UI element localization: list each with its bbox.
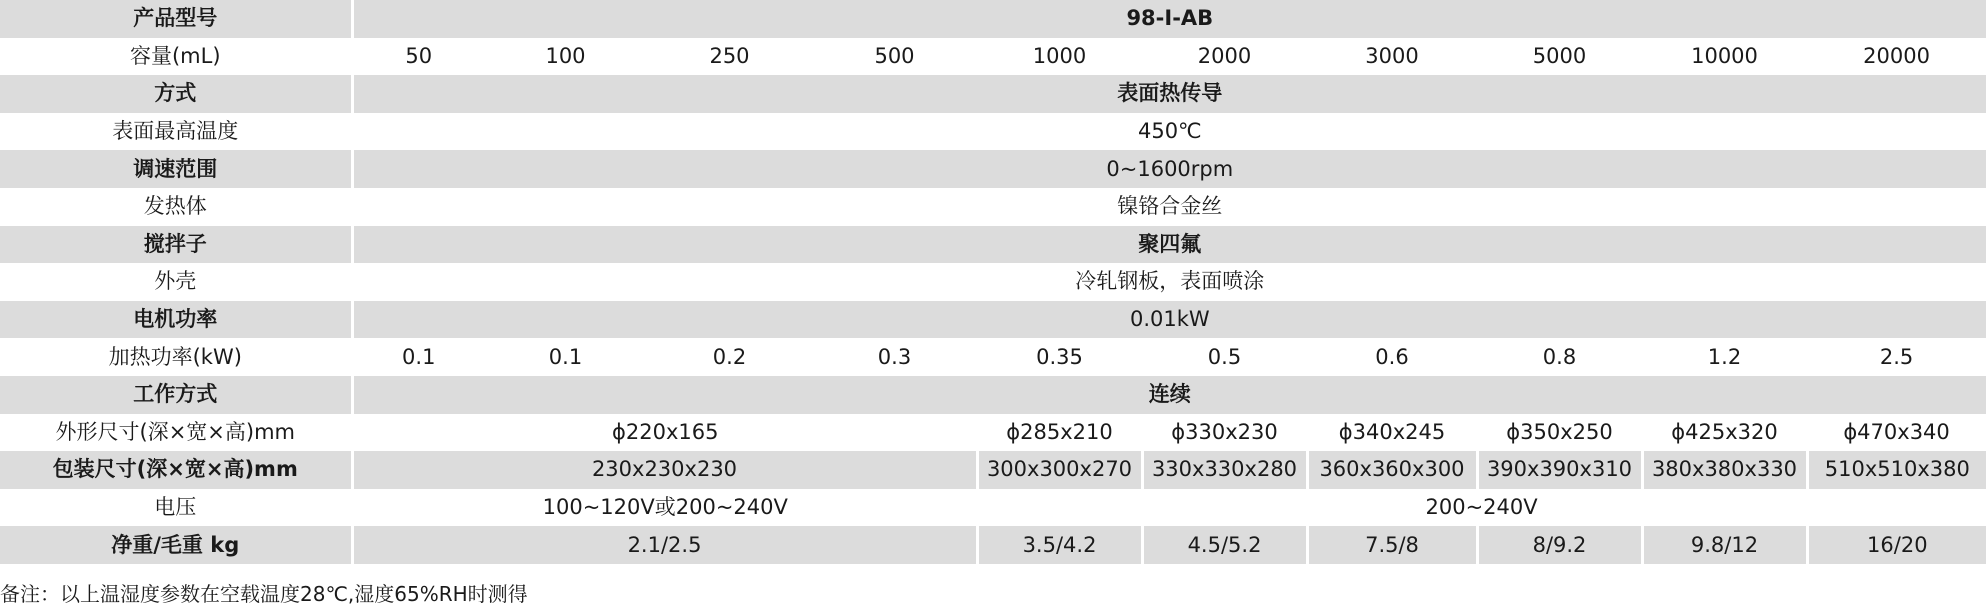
package-cell: 510x510x380 bbox=[1807, 451, 1986, 489]
heating-power-cell: 0.1 bbox=[484, 338, 647, 376]
dimensions-cell: ϕ285x210 bbox=[977, 414, 1142, 452]
row-max-temp bbox=[0, 113, 1986, 151]
capacity-cell: 10000 bbox=[1642, 38, 1807, 76]
voltage-cell: 100~120V或200~240V bbox=[352, 489, 977, 527]
value-max-temp: 450℃ bbox=[352, 113, 1986, 151]
row-package bbox=[0, 451, 1986, 489]
heating-power-cell: 2.5 bbox=[1807, 338, 1986, 376]
dimensions-cell: ϕ350x250 bbox=[1477, 414, 1642, 452]
row-method bbox=[0, 75, 1986, 113]
package-cell: 380x380x330 bbox=[1642, 451, 1807, 489]
package-cell: 230x230x230 bbox=[352, 451, 977, 489]
heating-power-cell: 1.2 bbox=[1642, 338, 1807, 376]
weight-cell: 2.1/2.5 bbox=[352, 526, 977, 564]
dimensions-cell: ϕ340x245 bbox=[1307, 414, 1477, 452]
row-model bbox=[0, 0, 1986, 38]
weight-cell: 3.5/4.2 bbox=[977, 526, 1142, 564]
label-package: 包装尺寸(深×宽×高)mm bbox=[0, 451, 352, 489]
weight-cell: 8/9.2 bbox=[1477, 526, 1642, 564]
row-heater bbox=[0, 188, 1986, 226]
row-weight bbox=[0, 526, 1986, 564]
label-motor-power: 电机功率 bbox=[0, 301, 352, 339]
value-stirrer: 聚四氟 bbox=[352, 226, 1986, 264]
heating-power-cell: 0.3 bbox=[812, 338, 977, 376]
label-dimensions: 外形尺寸(深×宽×高)mm bbox=[0, 414, 352, 452]
voltage-cell: 200~240V bbox=[977, 489, 1986, 527]
capacity-cell: 3000 bbox=[1307, 38, 1477, 76]
heating-power-cell: 0.2 bbox=[647, 338, 812, 376]
value-work-mode: 连续 bbox=[352, 376, 1986, 414]
capacity-cell: 50 bbox=[352, 38, 484, 76]
capacity-cell: 5000 bbox=[1477, 38, 1642, 76]
capacity-cell: 500 bbox=[812, 38, 977, 76]
label-heater: 发热体 bbox=[0, 188, 352, 226]
value-method: 表面热传导 bbox=[352, 75, 1986, 113]
capacity-cell: 2000 bbox=[1142, 38, 1307, 76]
heating-power-cell: 0.6 bbox=[1307, 338, 1477, 376]
label-model: 产品型号 bbox=[0, 0, 352, 38]
row-stirrer bbox=[0, 226, 1986, 264]
row-capacity bbox=[0, 38, 1986, 76]
label-stirrer: 搅拌子 bbox=[0, 226, 352, 264]
heating-power-cell: 0.5 bbox=[1142, 338, 1307, 376]
dimensions-cell: ϕ425x320 bbox=[1642, 414, 1807, 452]
heating-power-cell: 0.35 bbox=[977, 338, 1142, 376]
value-model: 98-I-AB bbox=[352, 0, 1986, 38]
row-voltage bbox=[0, 489, 1986, 527]
row-heating-power bbox=[0, 338, 1986, 376]
package-cell: 390x390x310 bbox=[1477, 451, 1642, 489]
capacity-cell: 1000 bbox=[977, 38, 1142, 76]
heating-power-cell: 0.1 bbox=[352, 338, 484, 376]
value-heater: 镍铬合金丝 bbox=[352, 188, 1986, 226]
label-weight: 净重/毛重 kg bbox=[0, 526, 352, 564]
label-method: 方式 bbox=[0, 75, 352, 113]
value-housing: 冷轧钢板，表面喷涂 bbox=[352, 263, 1986, 301]
label-work-mode: 工作方式 bbox=[0, 376, 352, 414]
row-work-mode bbox=[0, 376, 1986, 414]
label-heating-power: 加热功率(kW) bbox=[0, 338, 352, 376]
label-capacity: 容量(mL) bbox=[0, 38, 352, 76]
value-motor-power: 0.01kW bbox=[352, 301, 1986, 339]
weight-cell: 9.8/12 bbox=[1642, 526, 1807, 564]
package-cell: 300x300x270 bbox=[977, 451, 1142, 489]
dimensions-cell: ϕ330x230 bbox=[1142, 414, 1307, 452]
row-housing bbox=[0, 263, 1986, 301]
value-speed-range: 0~1600rpm bbox=[352, 150, 1986, 188]
capacity-cell: 250 bbox=[647, 38, 812, 76]
heating-power-cell: 0.8 bbox=[1477, 338, 1642, 376]
weight-cell: 7.5/8 bbox=[1307, 526, 1477, 564]
weight-cell: 16/20 bbox=[1807, 526, 1986, 564]
package-cell: 330x330x280 bbox=[1142, 451, 1307, 489]
dimensions-cell: ϕ470x340 bbox=[1807, 414, 1986, 452]
package-cell: 360x360x300 bbox=[1307, 451, 1477, 489]
row-speed-range bbox=[0, 150, 1986, 188]
label-housing: 外壳 bbox=[0, 263, 352, 301]
label-max-temp: 表面最高温度 bbox=[0, 113, 352, 151]
dimensions-cell: ϕ220x165 bbox=[352, 414, 977, 452]
label-speed-range: 调速范围 bbox=[0, 150, 352, 188]
capacity-cell: 20000 bbox=[1807, 38, 1986, 76]
weight-cell: 4.5/5.2 bbox=[1142, 526, 1307, 564]
row-dimensions bbox=[0, 414, 1986, 452]
capacity-cell: 100 bbox=[484, 38, 647, 76]
label-voltage: 电压 bbox=[0, 489, 352, 527]
footnote: 备注：以上温湿度参数在空载温度28℃,湿度65%RH时测得 bbox=[0, 582, 528, 606]
row-motor-power bbox=[0, 301, 1986, 339]
